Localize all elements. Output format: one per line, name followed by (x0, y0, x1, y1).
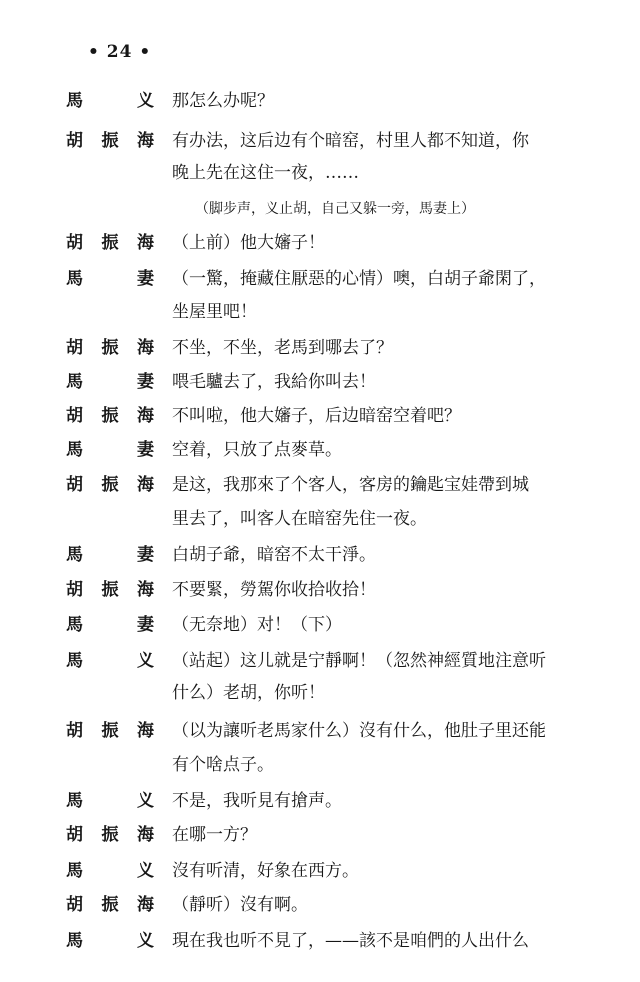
speaker-name: 胡 振 海 (66, 338, 154, 358)
page-number: • 24 • (88, 42, 152, 62)
dialogue-text: （靜听）沒有啊。 (172, 895, 308, 915)
dialogue-text: 現在我也听不見了，——該不是咱們的人出什么 (172, 931, 529, 951)
speaker-name: 馬 义 (66, 931, 154, 951)
dialogue-text: 沒有听清，好象在西方。 (172, 861, 359, 881)
dialogue-text: （一驚，掩藏住厭惡的心情）噢，白胡子爺閑了， (172, 269, 546, 289)
dialogue-text: 坐屋里吧！ (172, 302, 257, 322)
dialogue-text: 里去了，叫客人在暗窑先住一夜。 (172, 509, 427, 529)
dialogue-text: （以为讓听老馬家什么）沒有什么，他肚子里还能 (172, 721, 546, 741)
dialogue-text: （无奈地）对！（下） (172, 615, 342, 635)
dialogue-text: 什么）老胡，你听！ (172, 683, 325, 703)
speaker-name: 胡 振 海 (66, 131, 154, 151)
dialogue-text: （站起）这儿就是宁靜啊！（忽然神經質地注意听 (172, 651, 546, 671)
speaker-name: 馬 妻 (66, 545, 154, 565)
speaker-name: 馬 义 (66, 91, 154, 111)
speaker-name: 馬 妻 (66, 269, 154, 289)
speaker-name: 胡 振 海 (66, 895, 154, 915)
dialogue-text: 那怎么办呢？ (172, 91, 274, 111)
dialogue-text: 晚上先在这住一夜，…… (172, 163, 359, 183)
dialogue-text: 是这，我那來了个客人，客房的鑰匙宝娃帶到城 (172, 475, 529, 495)
speaker-name: 馬 义 (66, 861, 154, 881)
speaker-name: 馬 妻 (66, 372, 154, 392)
dialogue-text: 有办法，这后边有个暗窑，村里人都不知道，你 (172, 131, 529, 151)
dialogue-text: 喂毛驢去了，我給你叫去！ (172, 372, 376, 392)
dialogue-text: 不是，我听見有搶声。 (172, 791, 342, 811)
dialogue-text: 白胡子爺，暗窑不太干淨。 (172, 545, 376, 565)
dialogue-text: 在哪一方？ (172, 825, 257, 845)
dialogue-text: 空着，只放了点麥草。 (172, 440, 342, 460)
speaker-name: 馬 义 (66, 651, 154, 671)
speaker-name: 胡 振 海 (66, 233, 154, 253)
speaker-name: 胡 振 海 (66, 721, 154, 741)
dialogue-text: 不要緊，勞駕你收拾收拾！ (172, 580, 376, 600)
speaker-name: 胡 振 海 (66, 580, 154, 600)
stage-direction-text: （脚步声，义止胡，自己又躲一旁，馬妻上） (195, 201, 475, 217)
dialogue-text: 不叫啦，他大嬸子，后边暗窑空着吧？ (172, 406, 461, 426)
speaker-name: 馬 妻 (66, 615, 154, 635)
speaker-name: 胡 振 海 (66, 475, 154, 495)
speaker-name: 胡 振 海 (66, 406, 154, 426)
dialogue-text: （上前）他大嬸子！ (172, 233, 325, 253)
dialogue-text: 有个啥点子。 (172, 755, 274, 775)
speaker-name: 馬 义 (66, 791, 154, 811)
speaker-name: 馬 妻 (66, 440, 154, 460)
dialogue-text: 不坐，不坐，老馬到哪去了？ (172, 338, 393, 358)
speaker-name: 胡 振 海 (66, 825, 154, 845)
